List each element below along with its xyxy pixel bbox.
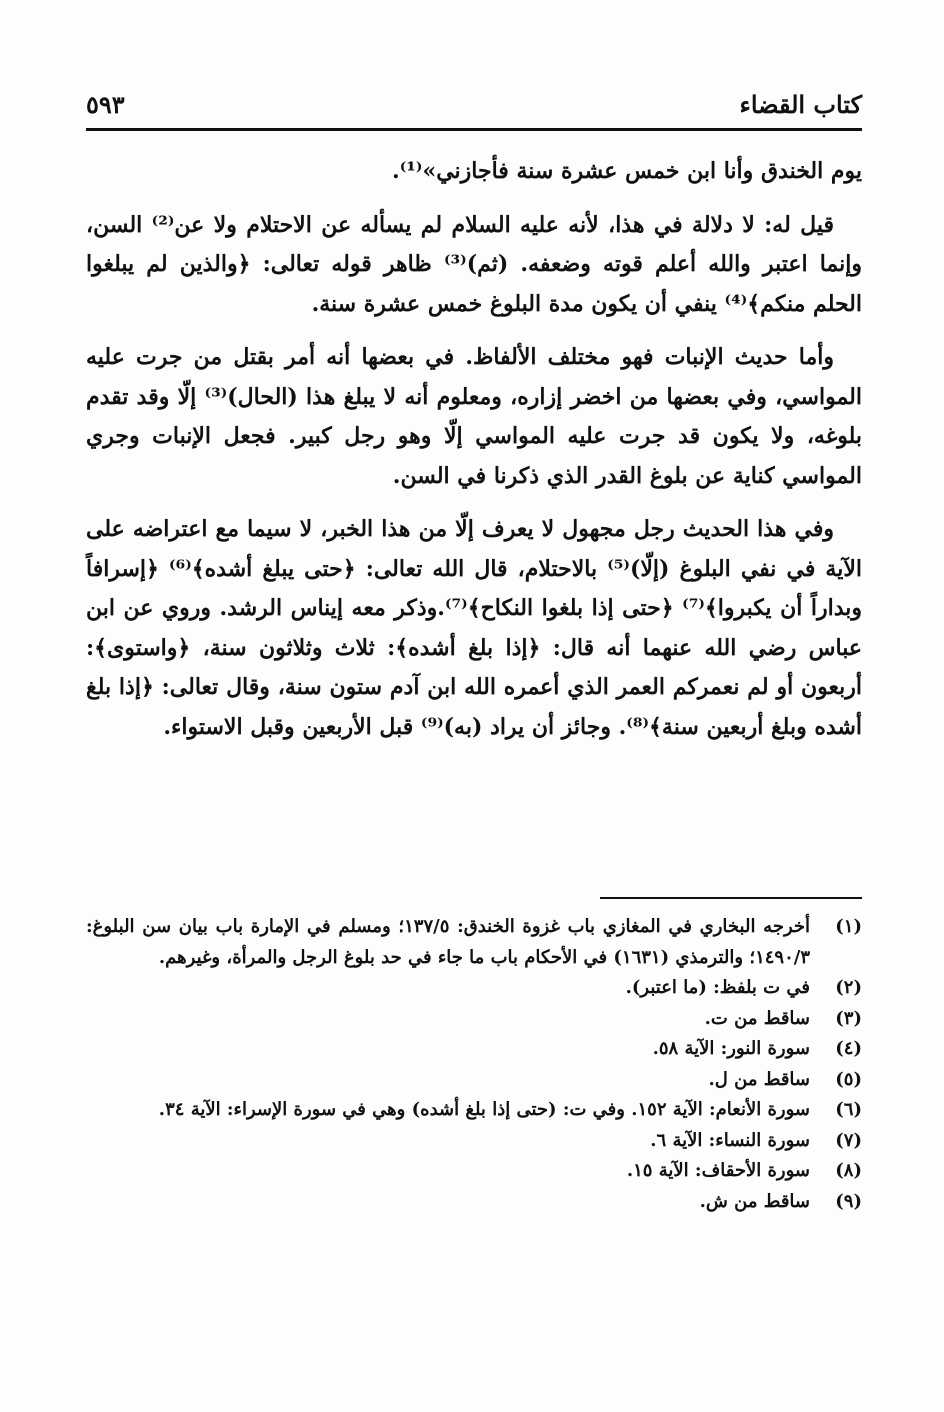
footnote-text: سورة النور: الآية ٥٨.	[652, 1038, 810, 1059]
running-title: كتاب القضاء	[739, 90, 862, 119]
footnote	[86, 973, 862, 1004]
footnote-text: ساقط من ل.	[708, 1068, 810, 1090]
footnote	[86, 1065, 862, 1096]
footnote-rule	[600, 897, 862, 899]
footnote	[86, 912, 862, 973]
footnote	[86, 1095, 862, 1126]
footnote-text: ساقط من ش.	[699, 1190, 810, 1212]
header-rule	[86, 128, 862, 131]
footnote-text: أخرجه البخاري في المغازي باب غزوة الخندق: ١٣٧/٥؛ ومسلم في الإمارة باب بيان سن البلوغ: ١٤٩٠/٣؛ والترمذي (١٦٣١) في الأحكام باب ما جاء في حد بلوغ الرجل والمرأة، وغيرهم.	[86, 916, 811, 968]
footnotes	[86, 912, 862, 1217]
footnote-text: سورة النساء: الآية ٦.	[650, 1129, 810, 1151]
paragraph: قيل له: لا دلالة في هذا، لأنه عليه السلام لم يسأله عن الاحتلام ولا عن⁽²⁾ السن، وإنما اعتبر والله أعلم قوته وضعفه. (ثم)⁽³⁾ ظاهر قوله تعالى: ﴿والذين لم يبلغوا الحلم منكم﴾⁽⁴⁾ ينفي أن يكون مدة البلوغ خمس عشرة سنة.	[86, 211, 863, 317]
footnote	[86, 1156, 862, 1187]
footnote-number: (٨)	[835, 1160, 862, 1181]
page-header	[86, 86, 862, 126]
footnote-text: ساقط من ت.	[704, 1007, 810, 1029]
footnote-text: في ت بلفظ: (ما اعتبر).	[625, 977, 810, 998]
paragraph: وأما حديث الإنبات فهو مختلف الألفاظ. في بعضها أنه أمر بقتل من جرت عليه المواسي، وفي بعضها من اخضر إزاره، ومعلوم أنه لا يبلغ هذا (الحال)⁽³⁾ إلّا وقد تقدم بلوغه، ولا يكون قد جرت عليه المواسي إلّا وهو رجل كبير. فجعل الإنبات وجري المواسي كناية عن بلوغ القدر الذي ذكرنا في السن.	[86, 344, 862, 489]
footnote-number: (٢)	[835, 977, 862, 998]
footnote	[86, 1187, 862, 1218]
footnote-number: (٧)	[835, 1129, 862, 1151]
footnote-number: (٣)	[835, 1007, 862, 1029]
footnote-text: سورة الأنعام: الآية ١٥٢. وفي ت: (حتى إذا بلغ أشده) وهي في سورة الإسراء: الآية ٣٤.	[158, 1099, 810, 1120]
footnote-number: (٩)	[835, 1190, 862, 1212]
footnote	[86, 1034, 862, 1065]
main-text	[86, 152, 862, 761]
footnote-text: سورة الأحقاف: الآية ١٥.	[626, 1160, 810, 1181]
footnote-number: (١)	[835, 916, 862, 937]
footnote-number: (٥)	[835, 1068, 862, 1090]
paragraph: يوم الخندق وأنا ابن خمس عشرة سنة فأجازني»⁽¹⁾.	[392, 158, 862, 184]
page-number: ٥٩٣	[86, 90, 125, 119]
footnote	[86, 1126, 862, 1157]
footnote	[86, 1004, 862, 1035]
footnote-number: (٤)	[835, 1038, 862, 1059]
footnote-number: (٦)	[835, 1099, 862, 1120]
paragraph: وفي هذا الحديث رجل مجهول لا يعرف إلّا من هذا الخبر، لا سيما مع اعتراضه على الآية في نفي البلوغ (إلّا)⁽⁵⁾ بالاحتلام، قال الله تعالى: ﴿حتى يبلغ أشده﴾⁽⁶⁾ ﴿إسرافاً وبداراً أن يكبروا﴾⁽⁷⁾ ﴿حتى إذا بلغوا النكاح﴾⁽⁷⁾.وذكر معه إيناس الرشد. وروي عن ابن عباس رضي الله عنهما أنه قال: ﴿إذا بلغ أشده﴾: ثلاث وثلاثون سنة، ﴿واستوى﴾: أربعون أو لم نعمركم العمر الذي أعمره الله ابن آدم ستون سنة، وقال تعالى: ﴿إذا بلغ أشده وبلغ أربعين سنة﴾⁽⁸⁾. وجائز أن يراد (به)⁽⁹⁾ قبل الأربعين وقبل الاستواء.	[86, 516, 862, 740]
